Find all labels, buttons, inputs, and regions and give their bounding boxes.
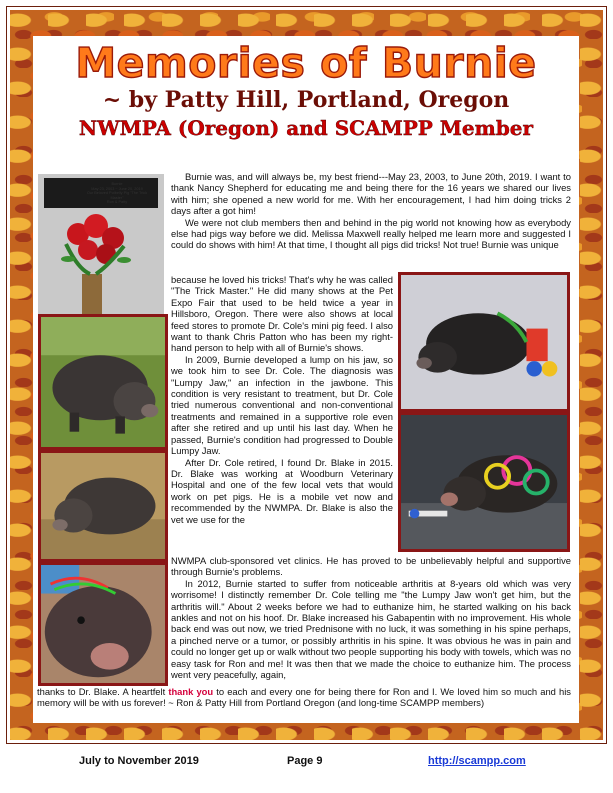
article-lower: [171, 555, 571, 680]
article-paragraph-4-start: After Dr. Cole retired, I found Dr. Blake in 2015. Dr. Blake was working at Woodburn Veterinary Hospital and one of the few local vets that would work on pet pigs. He is a mobile vet now and recommended by the NWMPA. Dr. Blake is also the vet we use for the: [171, 456, 393, 525]
thank-you-highlight: thank you: [168, 686, 214, 697]
memorial-plaque-photo: [38, 174, 164, 334]
article-paragraph-2-start: We were not club members then and behind in the pig world not knowing how as everybody else had pigs way before we did. Melissa Maxwell really helped me learn more and suggested I could do shows with him! At that time, I thought all pigs did tricks! Not true! Burnie was unique: [171, 216, 571, 251]
pig-with-hoops-photo: [398, 412, 570, 552]
pig-on-straw-photo: [38, 450, 168, 562]
article-intro: [171, 171, 571, 251]
article-paragraph-5: In 2012, Burnie started to suffer from noticeable arthritis at 8-years old which was very worrisome! I distinctly remember Dr. Cole telling me "the Lumpy Jaw won't get him, but the arthritis will." About 2 weeks before we had to euthanize him, he started walking on his back ankles and not on his hoof. Dr. Blake increased his Gabapentin with no improvement. His whole back end was out now, we tried Prednisone with no luck, it was something in his spine perhaps, a pinched nerve or a tumor, or possibly arthritis in his spine. It was obvious he was in pain and could no longer get up or walk without two people supporting his body with towels, which was no easy task for Ron and me! It was then that we made the choice to euthanize him. The process went very peacefully, again,: [171, 577, 571, 681]
pig-on-grass-photo: [38, 314, 168, 450]
footer-issue: July to November 2019: [79, 755, 199, 767]
footer-website-link[interactable]: http://scampp.com: [428, 755, 526, 767]
pig-with-toy-photo: [398, 272, 570, 412]
author-byline: ~ by Patty Hill, Portland, Oregon: [102, 87, 510, 113]
article-paragraph-3: In 2009, Burnie developed a lump on his jaw, so we took him to see Dr. Cole. The diagnosis was "Lumpy Jaw," an infection in the jawbone. This condition is very resistant to treatment, but Dr. Cole tried numerous conventional and non-conventional treatments and remained in a supportive role even after she retired and up until his last day. When he passed, Burnie's condition had progressed to Double Lumpy Jaw.: [171, 353, 393, 457]
page-content: [33, 36, 579, 723]
article-middle-column: [171, 274, 393, 525]
pig-closeup-photo: [38, 562, 168, 686]
article-paragraph-4-cont: NWMPA club-sponsored vet clinics. He has proved to be unbelievably helpful and supportive through Burnie's problems.: [171, 555, 571, 578]
plaque-text: Burnie May 23, 2003 ~ June 20, 2019 Our Beloved Potbelly Pig "The Trick Master" Ron & Patty: [86, 182, 148, 205]
article-closing: [37, 686, 571, 709]
article-paragraph-1: Burnie was, and will always be, my best friend---May 23, 2003, to June 20th, 2019. I want to thank Nancy Shepherd for educating me and being there for the 16 years we shared our lives with him; she opened a new world for me. With her encouragement, I had him doing tricks 2 days after a got him!: [171, 171, 571, 217]
membership-line: NWMPA (Oregon) and SCAMPP Member: [78, 116, 534, 140]
footer-page-number: Page 9: [287, 755, 323, 767]
article-paragraph-2-cont: because he loved his tricks! That's why he was called "The Trick Master." He did many shows at the Pet Expo Fair that used to be held twice a year in Hillsboro, Oregon. There were also shows at local feed stores to promote Dr. Cole's mini pig feed. I also want to thank Chris Patton who has been my right-hand person to help with all of Burnie's shows.: [171, 274, 393, 354]
page-title: Memories of Burnie: [75, 39, 537, 87]
article-closing-paragraph: thanks to Dr. Blake. A heartfelt thank you to each and every one for being there for Ron and I. We loved him so much and his memory will be with us forever! ~ Ron & Patty Hill from Portland Oregon (and long-time SCAMPP members): [37, 686, 571, 709]
